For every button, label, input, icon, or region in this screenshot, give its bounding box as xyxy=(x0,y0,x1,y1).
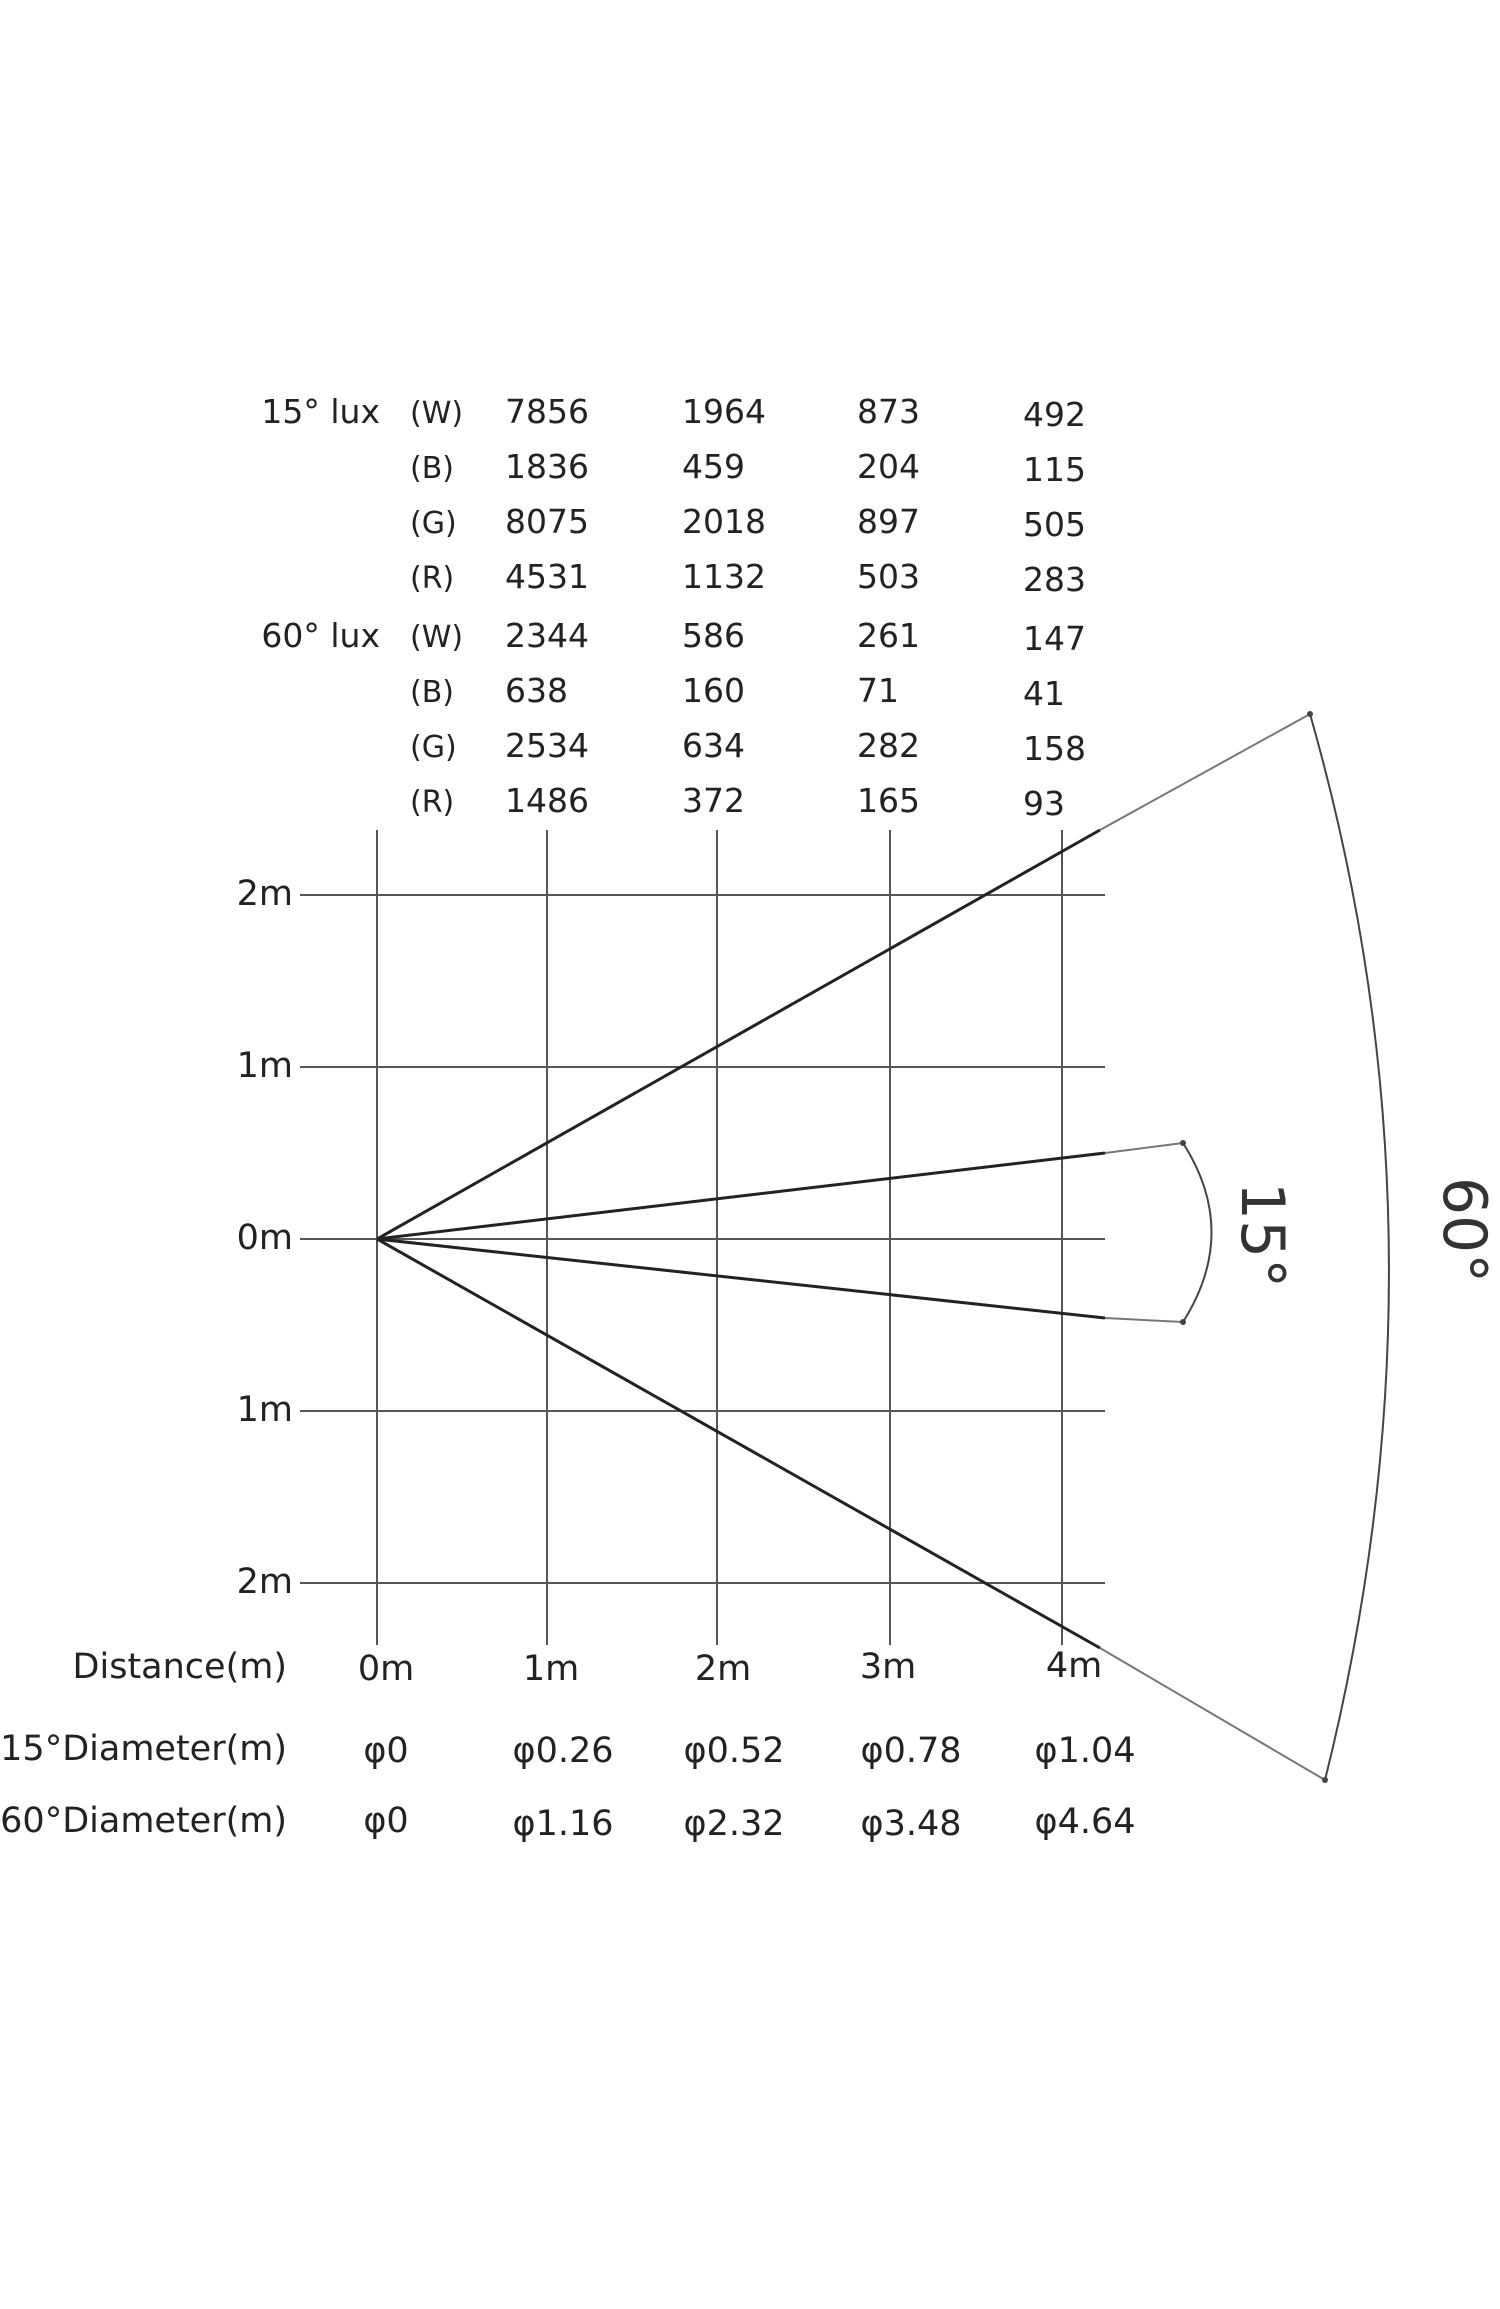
distance-row-label: Distance(m) xyxy=(72,1647,287,1687)
diameter-15-row xyxy=(0,1729,1135,1771)
distance-value: 0m xyxy=(357,1649,415,1689)
beam-15-lower-edge xyxy=(377,1239,1105,1318)
lux-value: 503 xyxy=(857,557,920,596)
lux-value: 4531 xyxy=(505,557,589,596)
lux-value: 372 xyxy=(682,781,745,820)
y-axis-label: 1m xyxy=(236,1390,293,1430)
diameter-15-value: φ1.04 xyxy=(1034,1731,1136,1771)
diameter-15-row-label: 15°Diameter(m) xyxy=(0,1729,287,1769)
lux-channel: (R) xyxy=(410,785,455,820)
lux-value: 283 xyxy=(1023,560,1086,599)
beam-60-arc-end xyxy=(1322,1777,1328,1783)
distance-value: 2m xyxy=(694,1649,752,1689)
lux-value: 158 xyxy=(1023,729,1086,768)
beam-60-arc-end xyxy=(1307,711,1313,717)
lux-value: 1836 xyxy=(505,447,589,486)
lux-channel: (G) xyxy=(410,506,457,541)
distance-value: 3m xyxy=(859,1647,917,1687)
lux-group-label-15: 15° lux xyxy=(261,392,380,431)
lux-value: 165 xyxy=(857,781,920,820)
diameter-15-value: φ0.52 xyxy=(683,1731,785,1771)
beam-60-angle-label: 60° xyxy=(1429,1176,1499,1284)
diameter-60-value: φ4.64 xyxy=(1034,1802,1136,1842)
y-axis-label: 2m xyxy=(236,1562,293,1602)
distance-row xyxy=(73,1646,1103,1689)
lux-value: 459 xyxy=(682,447,745,486)
lux-value: 873 xyxy=(857,392,920,431)
lux-value: 634 xyxy=(682,726,745,765)
lux-value: 1132 xyxy=(682,557,766,596)
lux-value: 492 xyxy=(1023,395,1086,434)
lux-value: 115 xyxy=(1023,450,1086,489)
beam-60-lower-edge xyxy=(377,1239,1100,1648)
lux-value: 2344 xyxy=(505,616,589,655)
beam-60-arc xyxy=(1310,714,1389,1780)
lux-channel: (W) xyxy=(410,620,464,655)
lux-channel: (B) xyxy=(410,451,454,486)
lux-value: 2534 xyxy=(505,726,589,765)
diameter-60-value: φ0 xyxy=(363,1801,409,1841)
beam-15-angle-label: 15° xyxy=(1227,1181,1297,1289)
lux-value: 204 xyxy=(857,447,920,486)
lux-value: 2018 xyxy=(682,502,766,541)
lux-value: 1486 xyxy=(505,781,589,820)
distance-value: 4m xyxy=(1045,1646,1103,1686)
beam-15-upper-edge xyxy=(377,1153,1105,1239)
lux-value: 93 xyxy=(1023,784,1065,823)
lux-value: 586 xyxy=(682,616,745,655)
lux-value: 638 xyxy=(505,671,568,710)
lux-value: 505 xyxy=(1023,505,1086,544)
lux-value: 41 xyxy=(1023,674,1065,713)
diameter-60-row-label: 60°Diameter(m) xyxy=(0,1801,287,1841)
y-axis-label: 2m xyxy=(236,874,293,914)
y-axis-label: 1m xyxy=(236,1046,293,1086)
beam-15-arc xyxy=(1183,1143,1212,1322)
diameter-60-value: φ2.32 xyxy=(683,1804,785,1844)
diameter-60-row xyxy=(0,1801,1135,1844)
lux-value: 8075 xyxy=(505,502,589,541)
beam-60-upper-extension xyxy=(1100,714,1310,830)
lux-channel: (B) xyxy=(410,675,454,710)
diameter-60-value: φ1.16 xyxy=(512,1804,614,1844)
diameter-60-value: φ3.48 xyxy=(860,1804,962,1844)
beam-15-arc-end xyxy=(1180,1319,1186,1325)
lux-value: 160 xyxy=(682,671,745,710)
y-axis-labels xyxy=(237,874,293,1602)
grid xyxy=(300,830,1105,1645)
beam-15-arc-end xyxy=(1180,1140,1186,1146)
diameter-15-value: φ0.78 xyxy=(860,1731,962,1771)
beam-15-lower-extension xyxy=(1105,1318,1183,1322)
beam-15-upper-extension xyxy=(1105,1143,1183,1153)
lux-value: 147 xyxy=(1023,619,1086,658)
diameter-15-value: φ0 xyxy=(363,1731,409,1771)
distance-value: 1m xyxy=(522,1649,580,1689)
lux-value: 261 xyxy=(857,616,920,655)
lux-channel: (G) xyxy=(410,730,457,765)
lux-table xyxy=(261,392,1086,823)
lux-group-label-60: 60° lux xyxy=(261,616,380,655)
lux-channel: (W) xyxy=(410,396,464,431)
lux-value: 7856 xyxy=(505,392,589,431)
lux-channel: (R) xyxy=(410,561,455,596)
lux-value: 71 xyxy=(857,671,899,710)
lux-value: 1964 xyxy=(682,392,766,431)
lux-value: 897 xyxy=(857,502,920,541)
y-axis-label: 0m xyxy=(236,1218,293,1258)
diameter-15-value: φ0.26 xyxy=(512,1731,614,1771)
lux-value: 282 xyxy=(857,726,920,765)
beam-60-upper-edge xyxy=(377,830,1100,1239)
